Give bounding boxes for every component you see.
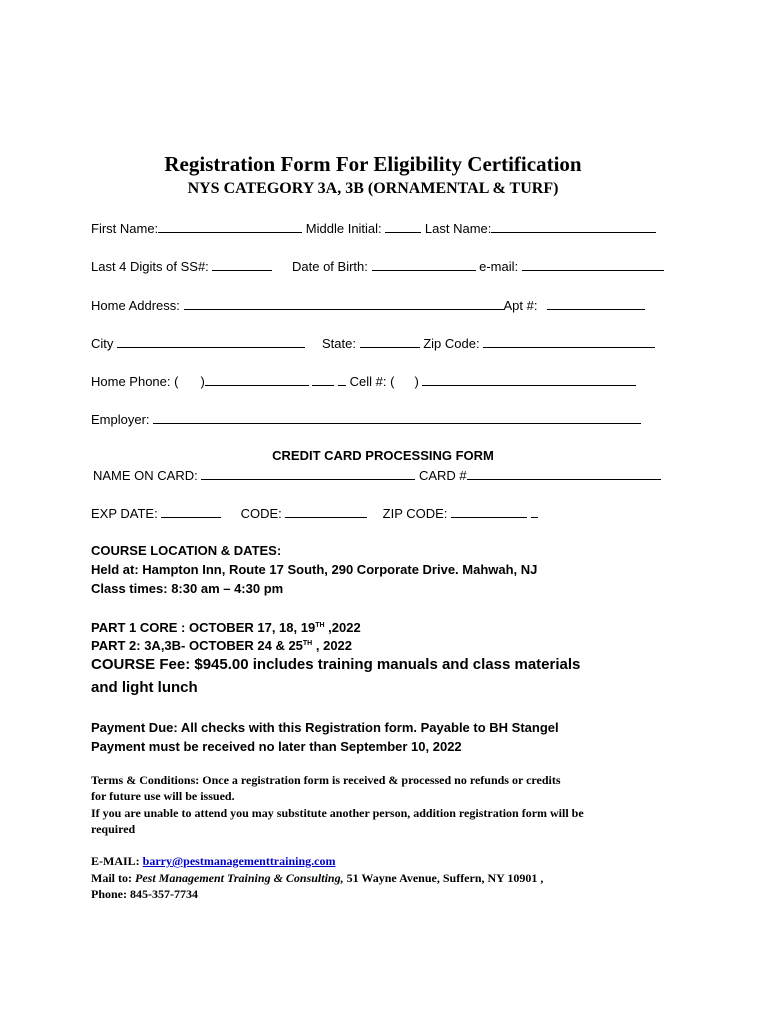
card-number-label: CARD #: [418, 468, 467, 483]
ss-label: Last 4 Digits of SS#:: [91, 259, 209, 274]
apt-label: Apt #:: [503, 298, 538, 313]
last-name-field[interactable]: [491, 220, 656, 233]
part1-year: ,2022: [324, 620, 361, 635]
cell-paren: ): [414, 374, 419, 389]
name-row: [91, 220, 656, 236]
dob-row: [292, 258, 664, 274]
cell-label: Cell #: (: [349, 374, 395, 389]
apt-field[interactable]: [547, 297, 645, 310]
home-address-label: Home Address:: [91, 298, 180, 313]
course-part1: [91, 620, 361, 635]
cell-field[interactable]: [422, 373, 636, 386]
terms-line2: for future use will be issued.: [91, 789, 235, 803]
contact-phone: Phone: 845-357-7734: [91, 887, 198, 901]
address-row: [91, 297, 645, 313]
zip-label: Zip Code:: [423, 336, 480, 351]
page-subtitle: NYS CATEGORY 3A, 3B (ORNAMENTAL & TURF): [187, 180, 559, 197]
home-phone-label: Home Phone: (: [91, 374, 179, 389]
terms-line1: Terms & Conditions: Once a registration form is received & processed no refunds or credits: [91, 773, 561, 787]
code-label: CODE:: [240, 506, 282, 521]
payment-line1: Payment Due: All checks with this Registration form. Payable to BH Stangel: [91, 720, 559, 735]
part2-sup: TH: [302, 640, 313, 647]
terms-line4: required: [91, 822, 136, 836]
card-number-field[interactable]: [467, 467, 661, 480]
exp-row: [91, 505, 538, 521]
state-row: [322, 335, 655, 351]
employer-label: Employer:: [91, 412, 150, 427]
zip-code-field[interactable]: [451, 505, 527, 518]
phone-row: [91, 373, 636, 389]
course-fee-line2: and light lunch: [91, 679, 198, 696]
employer-row: [91, 411, 641, 427]
exp-date-field[interactable]: [161, 505, 221, 518]
name-on-card-label: NAME ON CARD:: [93, 468, 198, 483]
page-title: Registration Form For Eligibility Certification: [164, 152, 582, 176]
company-name: Pest Management Training & Consulting,: [135, 871, 344, 885]
zip-code-label: ZIP CODE:: [382, 506, 448, 521]
part1-text: PART 1 CORE : OCTOBER 17, 18, 19: [91, 620, 316, 635]
city-label: City: [91, 336, 114, 351]
contact-email-row: [91, 854, 335, 869]
home-address-field[interactable]: [184, 297, 504, 310]
zip-field[interactable]: [483, 335, 655, 348]
course-held-at: Held at: Hampton Inn, Route 17 South, 290 Corporate Drive. Mahwah, NJ: [91, 562, 538, 577]
home-phone-paren: ): [200, 374, 205, 389]
course-class-times: Class times: 8:30 am – 4:30 pm: [91, 581, 284, 596]
part1-sup: TH: [315, 622, 325, 629]
first-name-label: First Name:: [91, 221, 159, 236]
course-location-heading: COURSE LOCATION & DATES:: [91, 543, 282, 558]
first-name-field[interactable]: [158, 220, 302, 233]
mail-label: Mail to:: [91, 871, 132, 885]
ss-field[interactable]: [212, 258, 272, 271]
state-field[interactable]: [360, 335, 420, 348]
terms-line3: If you are unable to attend you may substitute another person, addition registration form will be: [91, 806, 584, 820]
dob-label: Date of Birth:: [292, 259, 368, 274]
course-fee-line1: COURSE Fee: $945.00 includes training manuals and class materials: [91, 656, 581, 673]
city-field[interactable]: [117, 335, 305, 348]
name-on-card-field[interactable]: [201, 467, 415, 480]
home-phone-suffix-field[interactable]: [312, 373, 334, 386]
ss-row: [91, 258, 272, 274]
card-row: [93, 467, 661, 483]
employer-field[interactable]: [153, 411, 641, 424]
dob-field[interactable]: [372, 258, 476, 271]
zip-code-extra-field[interactable]: [531, 505, 538, 518]
part2-text: PART 2: 3A,3B- OCTOBER 24 & 25: [91, 638, 303, 653]
middle-initial-field[interactable]: [385, 220, 421, 233]
home-phone-ext-field[interactable]: [338, 373, 346, 386]
mail-address: 51 Wayne Avenue, Suffern, NY 10901 ,: [346, 871, 544, 885]
last-name-label: Last Name:: [424, 221, 492, 236]
code-field[interactable]: [285, 505, 367, 518]
city-row: [91, 335, 305, 351]
course-part2: [91, 638, 352, 653]
email-link[interactable]: barry@pestmanagementtraining.com: [142, 854, 336, 868]
part2-year: , 2022: [312, 638, 353, 653]
contact-mail-row: [91, 871, 543, 886]
email-label: e-mail:: [479, 259, 519, 274]
payment-line2: Payment must be received no later than September 10, 2022: [91, 739, 462, 754]
home-phone-field[interactable]: [205, 373, 309, 386]
exp-date-label: EXP DATE:: [91, 506, 158, 521]
credit-card-heading: CREDIT CARD PROCESSING FORM: [272, 448, 494, 463]
email-field[interactable]: [522, 258, 664, 271]
email-contact-label: E-MAIL:: [91, 854, 140, 868]
state-label: State:: [322, 336, 356, 351]
middle-initial-label: Middle Initial:: [305, 221, 382, 236]
